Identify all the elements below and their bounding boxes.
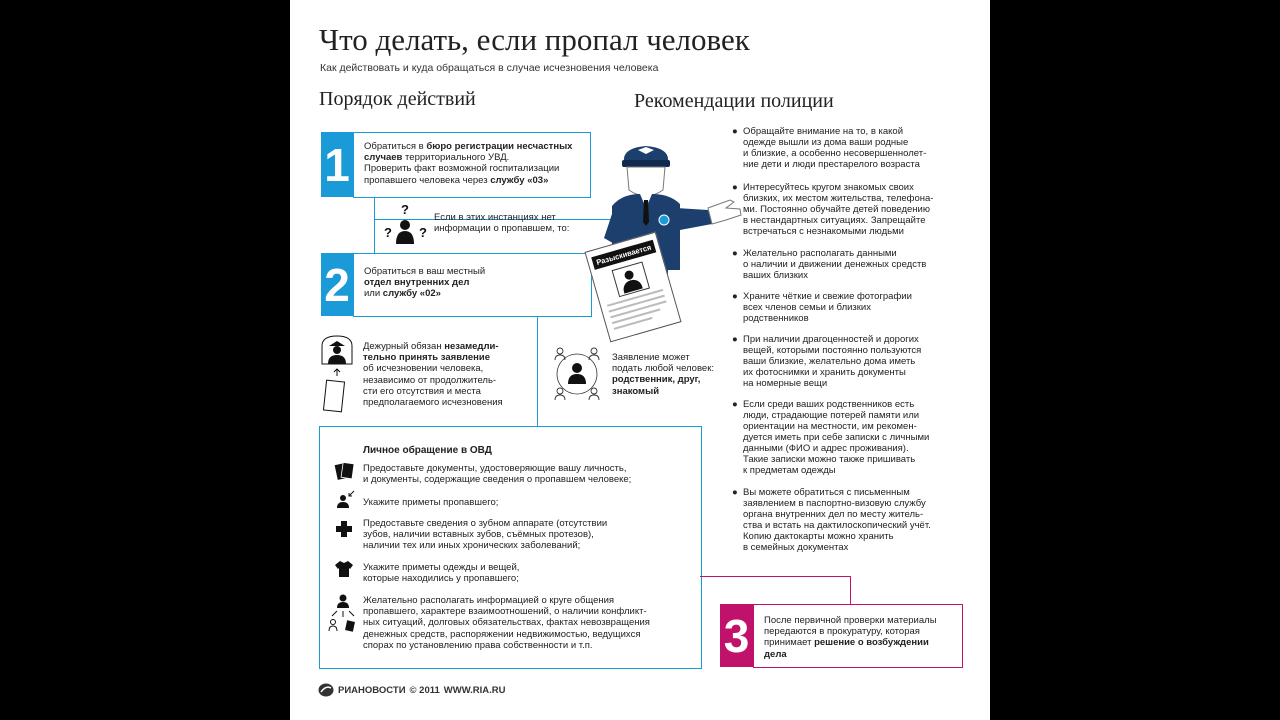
recommendation-item: ● При наличии драгоценностей и дорогих вещей, которыми постоянно пользуются ваши близкие, желательно дома иметь их фотоснимки и хранить документы на номерные вещи — [732, 334, 922, 389]
step-1-box: Обратиться в бюро регистрации несчастных случаев территориального УВД. Проверить факт возможной госпитализации пропавшего человека через службу «03» — [353, 132, 591, 198]
personal-item-4: Укажите приметы одежды и вещей, которые находились у пропавшего; — [363, 562, 520, 585]
svg-text:?: ? — [419, 225, 427, 240]
ria-logo-icon — [318, 683, 334, 697]
personal-item-1: Предоставьте документы, удостоверяющие вашу личность, и документы, содержащие сведения о пропавшем человеке; — [363, 463, 632, 486]
footer-brand: РИАНОВОСТИ — [338, 684, 406, 696]
medical-cross-icon — [335, 520, 353, 538]
recommendation-item: ● Храните чёткие и свежие фотографии всех членов семьи и близких родственников — [732, 291, 912, 324]
section-title-actions: Порядок действий — [319, 88, 476, 110]
personal-item-2: Укажите приметы пропавшего; — [363, 497, 499, 508]
recommendation-item: ● Желательно располагать данными о наличии и движении денежных средств ваших близких — [732, 248, 927, 281]
step-1-number: 1 — [321, 132, 353, 197]
documents-icon — [334, 461, 356, 481]
question-person-icon — [382, 200, 430, 246]
step-2-number: 2 — [321, 253, 353, 316]
personal-visit-box — [319, 426, 702, 669]
personal-item-3: Предоставьте сведения о зубном аппарате (отсутствии зубов, наличии вставных зубов, съёмных протезов), наличии тех или иных хронических заболеваний; — [363, 518, 608, 552]
step-3-number: 3 — [720, 604, 753, 667]
recommendation-item: ● Обращайте внимание на то, в какой одежде вышли из дома ваши родные и близкие, а особенно несовершеннолет- ние дети и люди престарелого возраста — [732, 126, 927, 170]
badge-icon — [659, 215, 669, 225]
wanted-poster-label: Разыскивается — [591, 240, 656, 270]
recommendation-item: ● Интересуйтесь кругом знакомых своих близких, их местом жительства, телефона- ми. Постоянно обучайте детей поведению в нестандартных ситуациях. Запрещайте встречаться с незнакомыми людьми — [732, 182, 934, 237]
section-title-recommendations: Рекомендации полиции — [634, 90, 834, 112]
if-none-text: Если в этих инстанциях нет информации о пропавшем, то: — [434, 212, 570, 235]
recommendation-item: ● Вы можете обратиться с письменным заявлением в паспортно-визовую службу органа внутренних дел по месту житель- ства и встать на дактилоскопический учёт. Копию дактокарты можно хранить в семейных документах — [732, 487, 931, 553]
duty-officer-text: Дежурный обязан незамедли- тельно принять заявление об исчезновении человека, независимо от продолжитель- сти его отсутствия и места предполагаемого исчезновения — [363, 341, 503, 409]
relations-icon — [328, 593, 358, 633]
svg-text:?: ? — [384, 225, 392, 240]
shirt-icon — [334, 560, 354, 578]
statement-text: Заявление может подать любой человек: родственник, друг, знакомый — [612, 352, 714, 397]
page-subtitle: Как действовать и куда обращаться в случае исчезновения человека — [320, 62, 659, 74]
police-officer-icon — [320, 334, 354, 416]
recommendation-item: ● Если среди ваших родственников есть люди, страдающие потерей памяти или ориентации на местности, им рекомен- дуется иметь при себе записки с личными данными (ФИО и адрес проживания). Такие записки можно также пришивать к предметам одежды — [732, 399, 930, 476]
infographic-page — [290, 0, 990, 720]
footer-url[interactable]: WWW.RIA.RU — [443, 684, 506, 696]
footer-copyright: © 2011 — [409, 684, 440, 696]
people-circle-icon — [552, 344, 602, 406]
step-2-box: Обратиться в ваш местный отдел внутренних дел или службу «02» — [353, 253, 592, 317]
personal-item-5: Желательно располагать информацией о круге общения пропавшего, характере взаимоотношений, о наличии конфликт- ных ситуаций, долговых обязательствах, фактах невозвращения денежных средств, распоряжении недвижимостью, ведущихся спорах по установлению права собственности и т.п. — [363, 595, 650, 651]
step-3-box: После первичной проверки материалы передаются в прокуратуру, которая принимает решение о возбуждении дела — [753, 604, 963, 668]
svg-text:?: ? — [401, 202, 409, 217]
person-arrow-icon — [336, 489, 356, 509]
personal-visit-title: Личное обращение в ОВД — [363, 445, 492, 456]
page-title: Что делать, если пропал человек — [319, 22, 750, 57]
footer — [318, 682, 506, 698]
